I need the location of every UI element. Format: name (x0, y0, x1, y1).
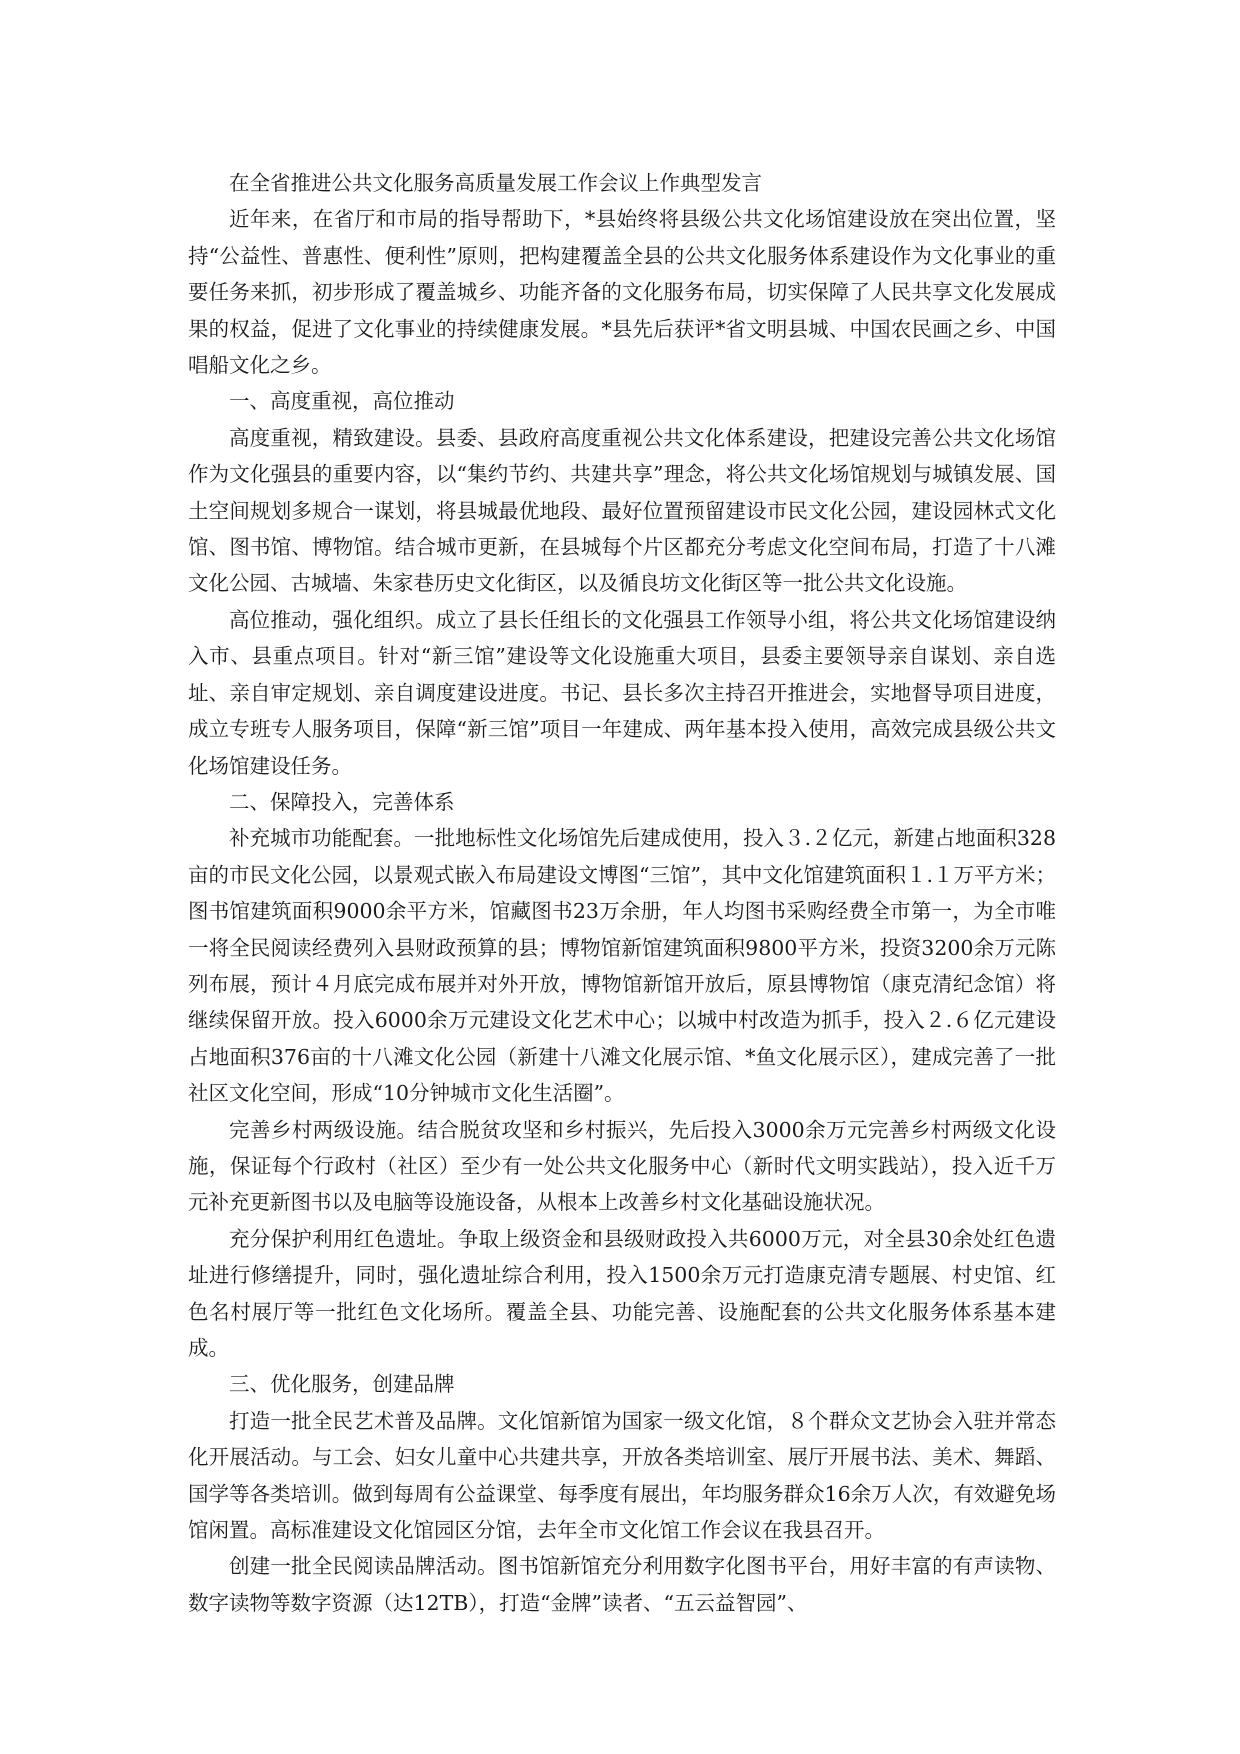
paragraph-intro: 近年来，在省厅和市局的指导帮助下，*县始终将县级公共文化场馆建设放在突出位置，坚持“公益性、普惠性、便利性”原则，把构建覆盖全县的公共文化服务体系建设作为文化事业的重要任务来抓，初步形成了覆盖城乡、功能齐备的文化服务布局，切实保障了人民共享文化发展成果的权益，促进了文化事业的持续健康发展。*县先后获评*省文明县城、中国农民画之乡、中国唱船文化之乡。 (188, 207, 1056, 378)
paragraph-3-1: 打造一批全民艺术普及品牌。文化馆新馆为国家一级文化馆，８个群众文艺协会入驻并常态化开展活动。与工会、妇女儿童中心共建共享，开放各类培训室、展厅开展书法、美术、舞蹈、国学等各类培训。做到每周有公益课堂、每季度有展出，年均服务群众16余万人次，有效避免场馆闲置。高标准建设文化馆园区分馆，去年全市文化馆工作会议在我县召开。 (188, 1408, 1056, 1543)
section-heading-2: 二、保障投入，完善体系 (229, 789, 455, 814)
paragraph-2-3: 充分保护利用红色遗址。争取上级资金和县级财政投入共6000万元，对全县30余处红色遗址进行修缮提升，同时，强化遗址综合利用，投入1500余万元打造康克清专题展、村史馆、红色名村展厅等一批红色文化场所。覆盖全县、功能完善、设施配套的公共文化服务体系基本建成。 (188, 1226, 1056, 1360)
paragraph-3-2: 创建一批全民阅读品牌活动。图书馆新馆充分利用数字化图书平台，用好丰富的有声读物、数字读物等数字资源（达12TB），打造“金牌”读者、“五云益智园”、 (188, 1554, 1056, 1615)
paragraph-2-2: 完善乡村两级设施。结合脱贫攻坚和乡村振兴，先后投入3000余万元完善乡村两级文化设施，保证每个行政村（社区）至少有一处公共文化服务中心（新时代文明实践站），投入近千万元补充更新图书以及电脑等设施设备，从根本上改善乡村文化基础设施状况。 (188, 1117, 1056, 1215)
paragraph-2-1: 补充城市功能配套。一批地标性文化场馆先后建成使用，投入３.２亿元，新建占地面积328亩的市民文化公园，以景观式嵌入布局建设文博图“三馆”，其中文化馆建筑面积１.１万平方米；图书馆建筑面积9000余平方米，馆藏图书23万余册，年人均图书采购经费全市第一，为全市唯一将全民阅读经费列入县财政预算的县；博物馆新馆建筑面积9800平方米，投资3200余万元陈列布展，预计４月底完成布展并对外开放，博物馆新馆开放后，原县博物馆（康克清纪念馆）将继续保留开放。投入6000余万元建设文化艺术中心；以城中村改造为抓手，投入２.６亿元建设占地面积376亩的十八滩文化公园（新建十八滩文化展示馆、*鱼文化展示区），建成完善了一批社区文化空间，形成“10分钟城市文化生活圈”。 (188, 826, 1056, 1106)
document-body (188, 165, 1056, 1621)
section-heading-1: 一、高度重视，高位推动 (229, 389, 455, 414)
paragraph-1-2: 高位推动，强化组织。成立了县长任组长的文化强县工作领导小组，将公共文化场馆建设纳入市、县重点项目。针对“新三馆”建设等文化设施重大项目，县委主要领导亲自谋划、亲自选址、亲自审定规划、亲自调度建设进度。书记、县长多次主持召开推进会，实地督导项目进度，成立专班专人服务项目，保障“新三馆”项目一年建成、两年基本投入使用，高效完成县级公共文化场馆建设任务。 (188, 607, 1056, 778)
section-heading-3: 三、优化服务，创建品牌 (229, 1372, 455, 1397)
document-title: 在全省推进公共文化服务高质量发展工作会议上作典型发言 (229, 171, 762, 195)
paragraph-1-1: 高度重视，精致建设。县委、县政府高度重视公共文化体系建设，把建设完善公共文化场馆作为文化强县的重要内容，以“集约节约、共建共享”理念，将公共文化场馆规划与城镇发展、国土空间规划多规合一谋划，将县城最优地段、最好位置预留建设市民文化公园，建设园林式文化馆、图书馆、博物馆。结合城市更新，在县城每个片区都充分考虑文化空间布局，打造了十八滩文化公园、古城墙、朱家巷历史文化街区，以及循良坊文化街区等一批公共文化设施。 (188, 425, 1056, 596)
